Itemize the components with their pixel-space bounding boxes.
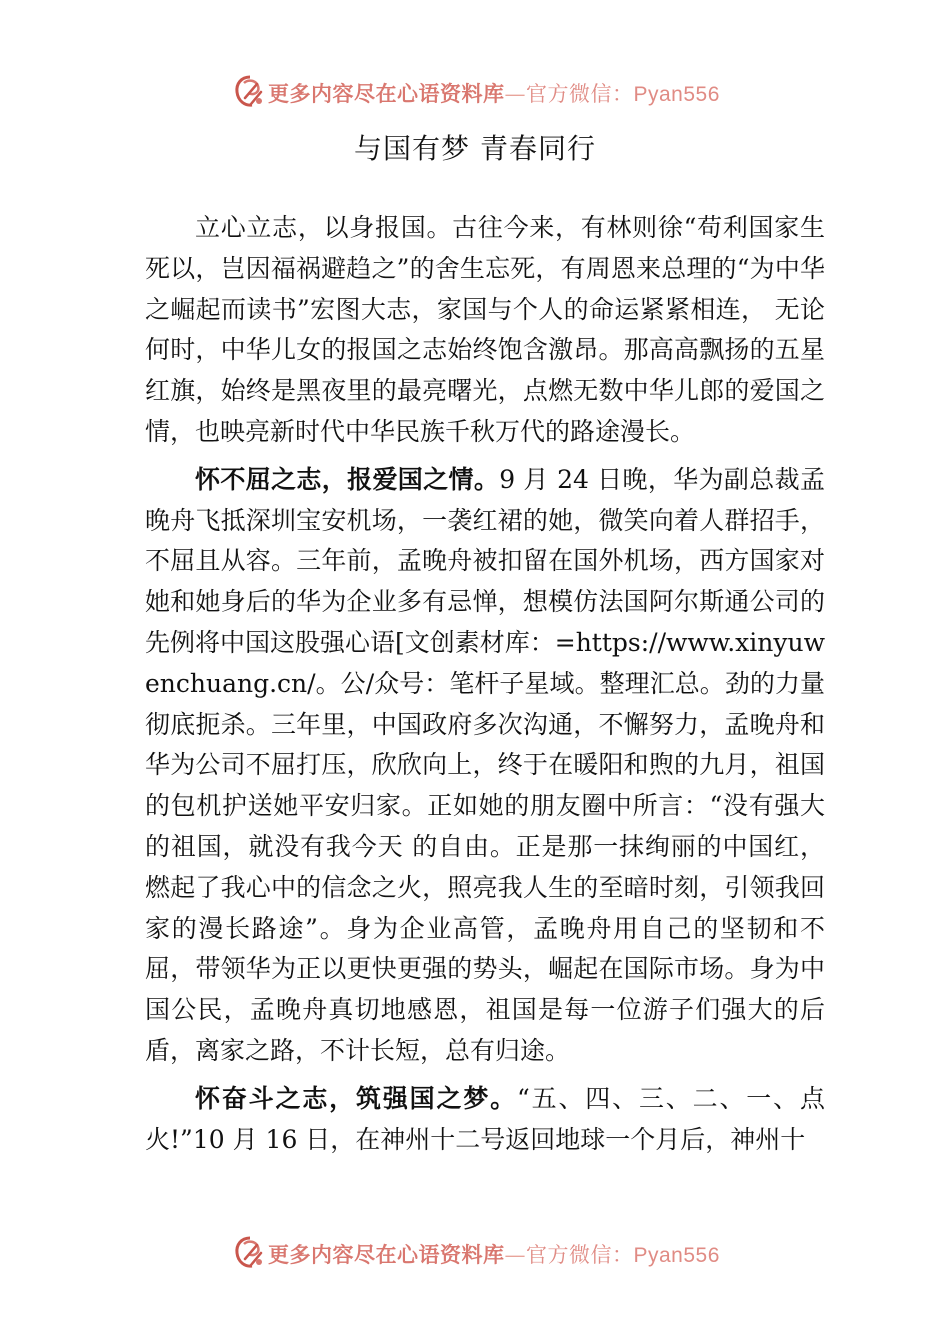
paragraph-text: 9 月 24 日晚，华为副总裁孟晚舟飞抵深圳宝安机场，一袭红裙的她，微笑向着人群招手， 不屈且从容。三年前，孟晚舟被扣留在国外机场，西方国家对她和她身后的华为企业多有忌惮，想模仿法国阿尔斯通公司的先例将中国这股强心语[文创素材库：=https://www.xinyuwenchuang.cn/。公/众号：笔杆子星域。整理汇总。劲的力量彻底扼杀。三年里，中国政府多次沟通，不懈努力，孟晚舟和华为公司不屈打压，欣欣向上，终于在暖阳和煦的九月，祖国的包机护送她平安归家。正如她的朋友圈中所言：“没有强大的祖国，就没有我今天 的自由。正是那一抹绚丽的中国红，燃起了我心中的信念之火，照亮我人生的至暗时刻，引领我回家的漫长路途”。身为企业高管，孟晚舟用自己的坚韧和不屈，带领华为正以更快更强的势头，崛起在国际市场。身为中国公民，孟晚舟真切地感恩，祖国是每一位游子们强大的后盾，离家之路，不计长短，总有归途。 [145, 464, 825, 1065]
paragraph [145, 1079, 825, 1161]
paragraph [145, 460, 825, 1072]
paragraph-text: 立心立志，以身报国。古往今来，有林则徐“苟利国家生死以，岂因福祸避趋之”的舍生忘死，有周恩来总理的“为中华之崛起而读书”宏图大志，家国与个人的命运紧紧相连， 无论何时，中华儿女的报国之志始终饱含激昂。那高高飘扬的五星红旗，始终是黑夜里的最亮曙光，点燃无数中华儿郎的爱国之情，也映亮新时代中华民族千秋万代的路途漫长。 [145, 213, 825, 446]
banner-text [268, 78, 720, 108]
paragraph-text: “五、四、三、二、一、点火!”10 月 16 日，在神州十二号返回地球一个月后，神州十 [145, 1083, 825, 1154]
banner-dash: — [504, 1243, 526, 1267]
banner-wechat-account: Pyan556 [633, 83, 720, 106]
brand-logo-icon [234, 1235, 266, 1269]
banner-wechat-account: Pyan556 [633, 1244, 720, 1267]
paragraph [145, 208, 825, 453]
banner-text [268, 1239, 720, 1269]
document-body [145, 208, 825, 1160]
banner-wechat-label: 官方微信： [526, 82, 634, 106]
banner-wechat-label: 官方微信： [526, 1243, 634, 1267]
banner-slogan: 更多内容尽在心语资料库 [268, 81, 505, 106]
paragraph-lead: 怀不屈之志，报爱国之情。 [195, 464, 500, 494]
header-banner [0, 72, 950, 112]
brand-logo-icon [234, 74, 266, 108]
banner-slogan: 更多内容尽在心语资料库 [268, 1242, 505, 1267]
footer-banner [0, 1233, 950, 1273]
paragraph-lead: 怀奋斗之志，筑强国之梦。 [195, 1083, 518, 1113]
document-title: 与国有梦 青春同行 [354, 132, 596, 165]
banner-dash: — [504, 82, 526, 106]
